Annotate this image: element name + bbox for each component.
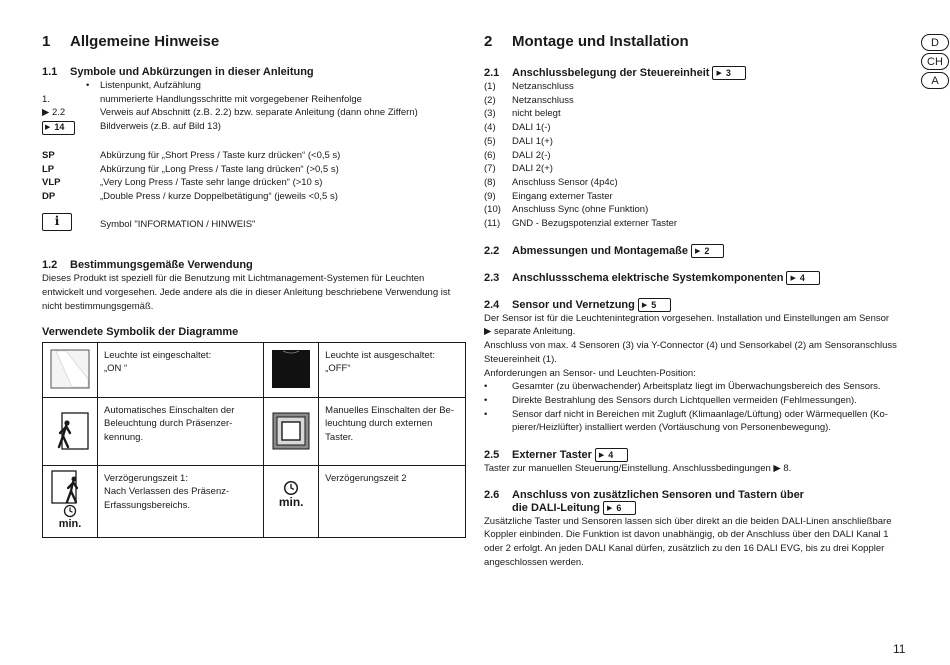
manual-switch-icon-cell (264, 397, 319, 465)
info-symbol-row: i Symbol "INFORMATION / HINWEIS" (42, 212, 466, 232)
pin-row: (8) Anschluss Sensor (4p4c) (484, 176, 618, 188)
pin-row: (5) DALI 1(+) (484, 135, 553, 147)
walking-person-door-icon (50, 411, 90, 451)
section-2-6-paragraph: Zusätzliche Taster und Sensoren lassen sich über direkt an die beiden DALI-Linen anschließbare Koppler einbinden. Die Funktion ist davon unabhängig, ob der Anschluss über den DALI Kanal 1 oder 2 erfolgt. An jeden DALI Kanal dürfen, zusätzlich zu den 16 DALI EVG, bis zu drei Koppler angeschlossen werden. (484, 515, 892, 568)
section-1-2-paragraph: Dieses Produkt ist speziell für die Benutzung mit Lichtmanagement-Systemen für Leuchten entwickelt und vorgesehen. Jede andere als die in dieser Anleitung beschriebene Verwendung ist nicht bestimmungsgemäß. (42, 273, 451, 312)
pin-row: (11) GND - Bezugspotenzial externer Taster (484, 218, 678, 230)
symbol-row: • Listenpunkt, Aufzählung (86, 80, 201, 91)
play-triangle-icon: ▶ (45, 124, 51, 132)
section-1-heading: 1 Allgemeine Hinweise (42, 33, 220, 50)
pin-row: (2) Netzanschluss (484, 94, 574, 106)
section-1-2-heading: 1.2 Bestimmungsgemäße Verwendung (42, 259, 253, 272)
figure-ref-box[interactable]: ▶ 4 (595, 448, 628, 462)
manual-switch-description: Manuelles Einschalten der Be-leuchtung durch externen Taster. (319, 397, 466, 465)
section-2-5-heading: 2.5 Externer Taster ▶ 4 (484, 448, 908, 462)
section-2-5-paragraph: Taster zur manuellen Steuerung/Einstellung. Anschlussbedingungen ▶ 8. (484, 463, 792, 475)
delay-1-description: Verzögerungszeit 1: Nach Verlassen des Präsenz-Erfassungsbereichs. (98, 465, 264, 537)
section-2-6-heading-line2: die DALI-Leitung ▶ 6 (484, 501, 908, 515)
play-triangle-icon: ▶ (607, 504, 613, 512)
figure-ref-box[interactable]: ▶ 2 (691, 244, 724, 258)
light-on-icon-cell (43, 342, 98, 397)
symbol-row: ▶ 2.2 Verweis auf Abschnitt (z.B. 2.2) bzw. separate Anleitung (dann ohne Ziffern) (42, 107, 418, 119)
right-column (484, 30, 908, 570)
figure-ref-box[interactable]: ▶ 5 (638, 298, 671, 312)
section-2-4-text: Der Sensor ist für die Leuchtenintegration vorgesehen. Installation und Einstellungen am Sensor ▶ separate Anleitung. Anschluss von max. 4 Sensoren (3) via Y-Connector (4) und Sensorkabel (2) am Sensoranschluss Steuereinheit (1). Anforderungen an Sensor- und Leuchten-Position: • Gesamter (zu überwachender) Arbeitsplatz liegt im Überwachungsbereich des Sensors. • Direkte Bestrahlung des Sensors durch Lichtquellen vermeiden (Fehlmessungen). • Sensor darf nicht in Bereichen mit Zugluft (Klimaanlage/Lüftung) oder Wärmequellen (Ko-pierer/Heizlüfter) installiert werden (Vortäuschung von Personenbewegung). (484, 312, 908, 435)
presence-on-description: Automatisches Einschalten der Beleuchtung durch Präsenzer-kennung. (98, 397, 264, 465)
pin-row: (1) Netzanschluss (484, 81, 574, 92)
section-1-1-heading: 1.1 Symbole und Abkürzungen in dieser Anleitung (42, 66, 314, 78)
country-badge-d: D (921, 34, 949, 51)
abbrev-row: DP „Double Press / kurze Doppelbetätigung“ (jeweils <0,5 s) (42, 191, 338, 203)
pin-row: (4) DALI 1(-) (484, 122, 551, 134)
presence-on-icon-cell (43, 397, 98, 465)
symbol-row: ▶ 14 Bildverweis (z.B. auf Bild 13) (42, 120, 466, 135)
figure-ref-box[interactable]: ▶ 6 (603, 501, 636, 515)
delay-1-icon-cell (43, 465, 98, 537)
figure-ref-box[interactable]: ▶ 3 (712, 66, 745, 80)
pin-row: (10) Anschluss Sync (ohne Funktion) (484, 204, 649, 216)
list-item: • Direkte Bestrahlung des Sensors durch Lichtquellen vermeiden (Fehlmessungen). (484, 394, 857, 406)
light-off-description: Leuchte ist ausgeschaltet: „OFF“ (319, 342, 466, 397)
abbrev-row: VLP „Very Long Press / Taste sehr lange drücken“ (>10 s) (42, 177, 323, 189)
abbrev-row: SP Abkürzung für „Short Press / Taste kurz drücken“ (<0,5 s) (42, 149, 341, 161)
section-2-1-heading: 2.1 Anschlussbelegung der Steuereinheit ▶ 3 (484, 66, 908, 80)
info-icon: i (42, 213, 72, 231)
page-number: 11 (893, 642, 906, 656)
play-triangle-icon: ▶ (641, 301, 648, 309)
play-triangle-icon: ▶ (716, 70, 722, 77)
pin-row: (3) nicht belegt (484, 108, 561, 120)
wall-switch-icon (272, 412, 310, 450)
min-label: min. (58, 517, 82, 530)
play-triangle-icon: ▶ (598, 452, 605, 460)
clock-icon (63, 504, 77, 518)
pin-row: (7) DALI 2(+) (484, 163, 553, 175)
delay-2-description: Verzögerungszeit 2 (319, 465, 466, 537)
list-item: • Sensor darf nicht in Bereichen mit Zugluft (Klimaanlage/Lüftung) oder Wärmequellen (Ko-pierer/Heizlüfter) installiert werden (Vortäuschung von Personenbewegung). (484, 408, 888, 434)
section-2-2-heading: 2.2 Abmessungen und Montagemaße ▶ 2 (484, 244, 908, 258)
list-item: • Gesamter (zu überwachender) Arbeitsplatz liegt im Überwachungsbereich des Sensors. (484, 381, 881, 393)
section-2-6-heading: 2.6 Anschluss von zusätzlichen Sensoren und Tastern über (484, 488, 804, 501)
pin-row: (9) Eingang externer Taster (484, 190, 613, 202)
delay-2-icon-cell (264, 465, 319, 537)
pin-row: (6) DALI 2(-) (484, 149, 551, 161)
clock-icon (283, 480, 299, 496)
image-ref-box: ▶ 14 (42, 121, 75, 135)
symbol-row: 1. nummerierte Handlungsschritte mit vorgegebener Reihenfolge (42, 93, 362, 105)
person-leaving-icon (50, 470, 90, 504)
section-2-3-heading: 2.3 Anschlussschema elektrische Systemkomponenten ▶ 4 (484, 271, 908, 285)
abbrev-row: LP Abkürzung für „Long Press / Taste lang drücken“ (>0,5 s) (42, 163, 339, 175)
left-column (42, 30, 466, 538)
diagram-symbols-heading: Verwendete Symbolik der Diagramme (42, 325, 239, 338)
light-on-description: Leuchte ist eingeschaltet: „ON “ (98, 342, 264, 397)
pin-assignment-list (484, 80, 908, 231)
figure-ref-box[interactable]: ▶ 4 (786, 271, 819, 285)
light-on-icon (50, 349, 90, 389)
light-off-icon (271, 349, 311, 389)
section-2-4-heading: 2.4 Sensor und Vernetzung ▶ 5 (484, 298, 908, 312)
section-2-heading: 2 Montage und Installation (484, 33, 689, 50)
country-badge-ch: CH (921, 53, 949, 70)
diagram-symbol-table (42, 342, 466, 538)
light-off-icon-cell (264, 342, 319, 397)
abbreviation-list (42, 149, 466, 204)
play-triangle-icon: ▶ (790, 274, 796, 282)
symbol-list (42, 79, 466, 135)
min-label: min. (278, 494, 304, 509)
country-badge-a: A (921, 72, 949, 89)
play-triangle-icon: ▶ (695, 247, 701, 255)
